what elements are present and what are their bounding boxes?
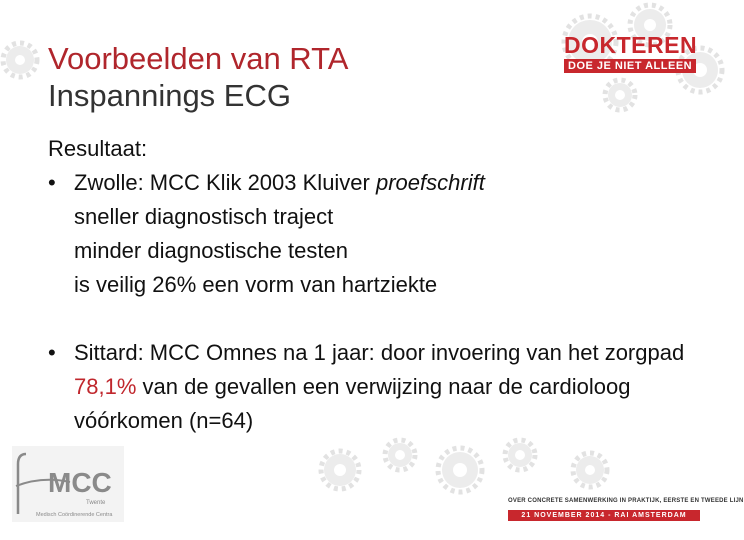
slide-title — [48, 40, 348, 114]
brand-logo-line-2: DOE JE NIET ALLEEN — [564, 59, 696, 73]
bullet-icon: • — [48, 170, 56, 195]
slide-body — [48, 132, 708, 438]
bullet-sittard — [48, 336, 708, 438]
bullet-zwolle-text: Zwolle: MCC Klik 2003 Kluiver — [74, 170, 376, 195]
sub-item-1: sneller diagnostisch traject — [74, 204, 334, 229]
result-heading — [48, 132, 708, 166]
title-line-2: Inspannings ECG — [48, 78, 291, 113]
mcc-logo-letters: MCC — [48, 467, 112, 498]
bullet-sittard-highlight: 78,1% — [74, 374, 137, 399]
sub-item-3: is veilig 26% een vorm van hartziekte — [74, 272, 438, 297]
bullet-sittard-post: van de gevallen een verwijzing naar de cardioloog vóórkomen (n=64) — [74, 374, 631, 433]
footer-tagline: OVER CONCRETE SAMENWERKING IN PRAKTIJK, EERSTE EN TWEEDE LIJN — [508, 498, 744, 504]
bullet-zwolle-italic: proefschrift — [375, 170, 485, 195]
title-line-1: Voorbeelden van RTA — [48, 41, 349, 76]
bullet-sittard-pre: Sittard: MCC Omnes na 1 jaar: door invoering van het zorgpad — [74, 340, 685, 365]
result-label: Resultaat — [48, 136, 141, 161]
bullet-zwolle — [48, 166, 708, 200]
mcc-logo-sub-1: Twente — [86, 500, 106, 506]
bullet-icon: • — [48, 340, 56, 365]
brand-logo — [558, 32, 698, 76]
result-colon: : — [140, 136, 148, 161]
brand-logo-line-1: DOKTEREN — [564, 32, 698, 58]
mcc-logo — [12, 446, 124, 522]
mcc-logo-sub-2: Medisch Coördinerende Centra — [36, 512, 113, 518]
sub-item-2: minder diagnostische testen — [74, 238, 348, 263]
footer-event: 21 NOVEMBER 2014 - RAI AMSTERDAM — [508, 510, 700, 521]
